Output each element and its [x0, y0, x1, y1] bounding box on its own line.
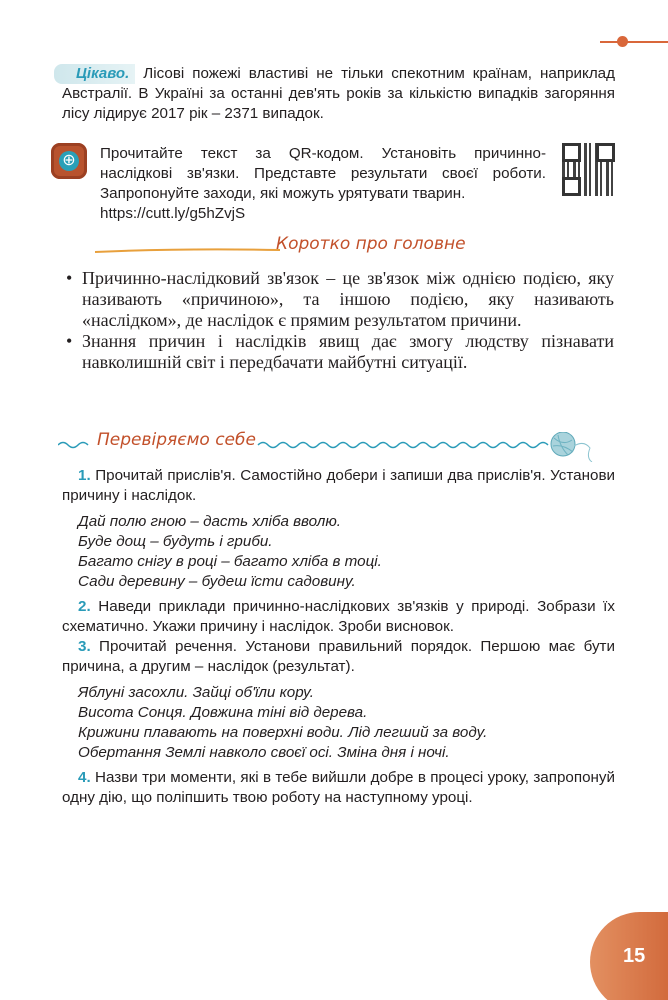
proverbs — [62, 512, 615, 592]
task-2: 2. Наведи приклади причинно-наслідкових зв'язків у природі. Зобрази їх схематично. Укажи причину і наслідок. Зроби висновок. — [62, 598, 615, 635]
decorative-dot — [617, 36, 628, 47]
summary-list — [66, 268, 614, 373]
sentence: Висота Сонця. Довжина тіні від дерева. — [78, 704, 368, 721]
summary-bullet: • Знання причин і наслідків явищ дає змогу людству пізнавати навколишній світ і передбачати майбутні ситуації. — [66, 331, 614, 373]
task-text: Прочитай прислів'я. Самостійно добери і запиши два прислів'я. Установи причину і наслідок. — [62, 467, 615, 504]
qr-task-text: Прочитайте текст за QR-кодом. Установіть причинно-наслідкові зв'язки. Представте результати своєї роботи. Запропонуйте заходи, які можуть урятувати тварин. — [100, 145, 546, 202]
decorative-line — [600, 41, 668, 43]
sentences — [62, 683, 615, 763]
task-text: Назви три моменти, які в тебе вийшли добре в процесі уроку, запропонуй одну дію, що поліпшить твою роботу на наступному уроці. — [62, 769, 615, 806]
exercises — [62, 466, 615, 808]
task-text: Прочитай речення. Установи правильний порядок. Першою має бути причина, а другим – наслідок (результат). — [62, 638, 615, 675]
summary-title: Коротко про головне — [276, 234, 466, 254]
task-text: Наведи приклади причинно-наслідкових зв'язків у природі. Зобрази їх схематично. Укажи причину і наслідок. Зроби висновок. — [62, 598, 615, 635]
sentence: Крижини плавають на поверхні води. Лід легший за воду. — [78, 724, 488, 741]
interesting-text: Лісові пожежі властиві не тільки спекотним країнам, наприклад Австралії. В Україні за останні дев'ять років за кількістю випадків загоряння лісу лідирує 2017 рік – 2371 випадок. — [62, 65, 615, 122]
proverb: Дай полю гною – дасть хліба вволю. — [78, 513, 341, 530]
page-number-tab — [590, 912, 668, 1000]
qr-code-icon[interactable] — [562, 143, 615, 196]
sentence: Обертання Землі навколо своєї осі. Зміна дня і ночі. — [78, 744, 450, 761]
qr-task-url[interactable]: https://cutt.ly/g5hZvjS — [100, 205, 246, 222]
qr-task — [100, 144, 546, 224]
proverb: Буде дощ – будуть і гриби. — [78, 533, 273, 550]
page-number: 15 — [623, 945, 646, 967]
summary-underline — [95, 238, 285, 258]
proverb: Багато снігу в році – багато хліба в тоці. — [78, 553, 382, 570]
task-3: 3. Прочитай речення. Установи правильний порядок. Першою має бути причина, а другим – наслідок (результат). — [62, 638, 615, 675]
check-title: Перевіряємо себе — [97, 430, 256, 450]
sentence: Яблуні засохли. Зайці об'їли кору. — [78, 684, 314, 701]
globe-icon: ⊕ — [51, 143, 87, 179]
summary-bullet: • Причинно-наслідковий зв'язок – це зв'язок між однією подією, яку називають «причиною», та іншою подією, яку називають «наслідком», де наслідок є прямим результатом причини. — [66, 268, 614, 331]
proverb: Сади деревину – будеш їсти садовину. — [78, 573, 356, 590]
yarn-ball-icon — [551, 432, 592, 462]
task-1: 1. Прочитай прислів'я. Самостійно добери і запиши два прислів'я. Установи причину і наслідок. — [62, 467, 615, 504]
interesting-label: Цікаво. — [54, 64, 135, 84]
interesting-fact — [62, 64, 615, 124]
task-4: 4. Назви три моменти, які в тебе вийшли добре в процесі уроку, запропонуй одну дію, що поліпшить твою роботу на наступному уроці. — [62, 769, 615, 806]
